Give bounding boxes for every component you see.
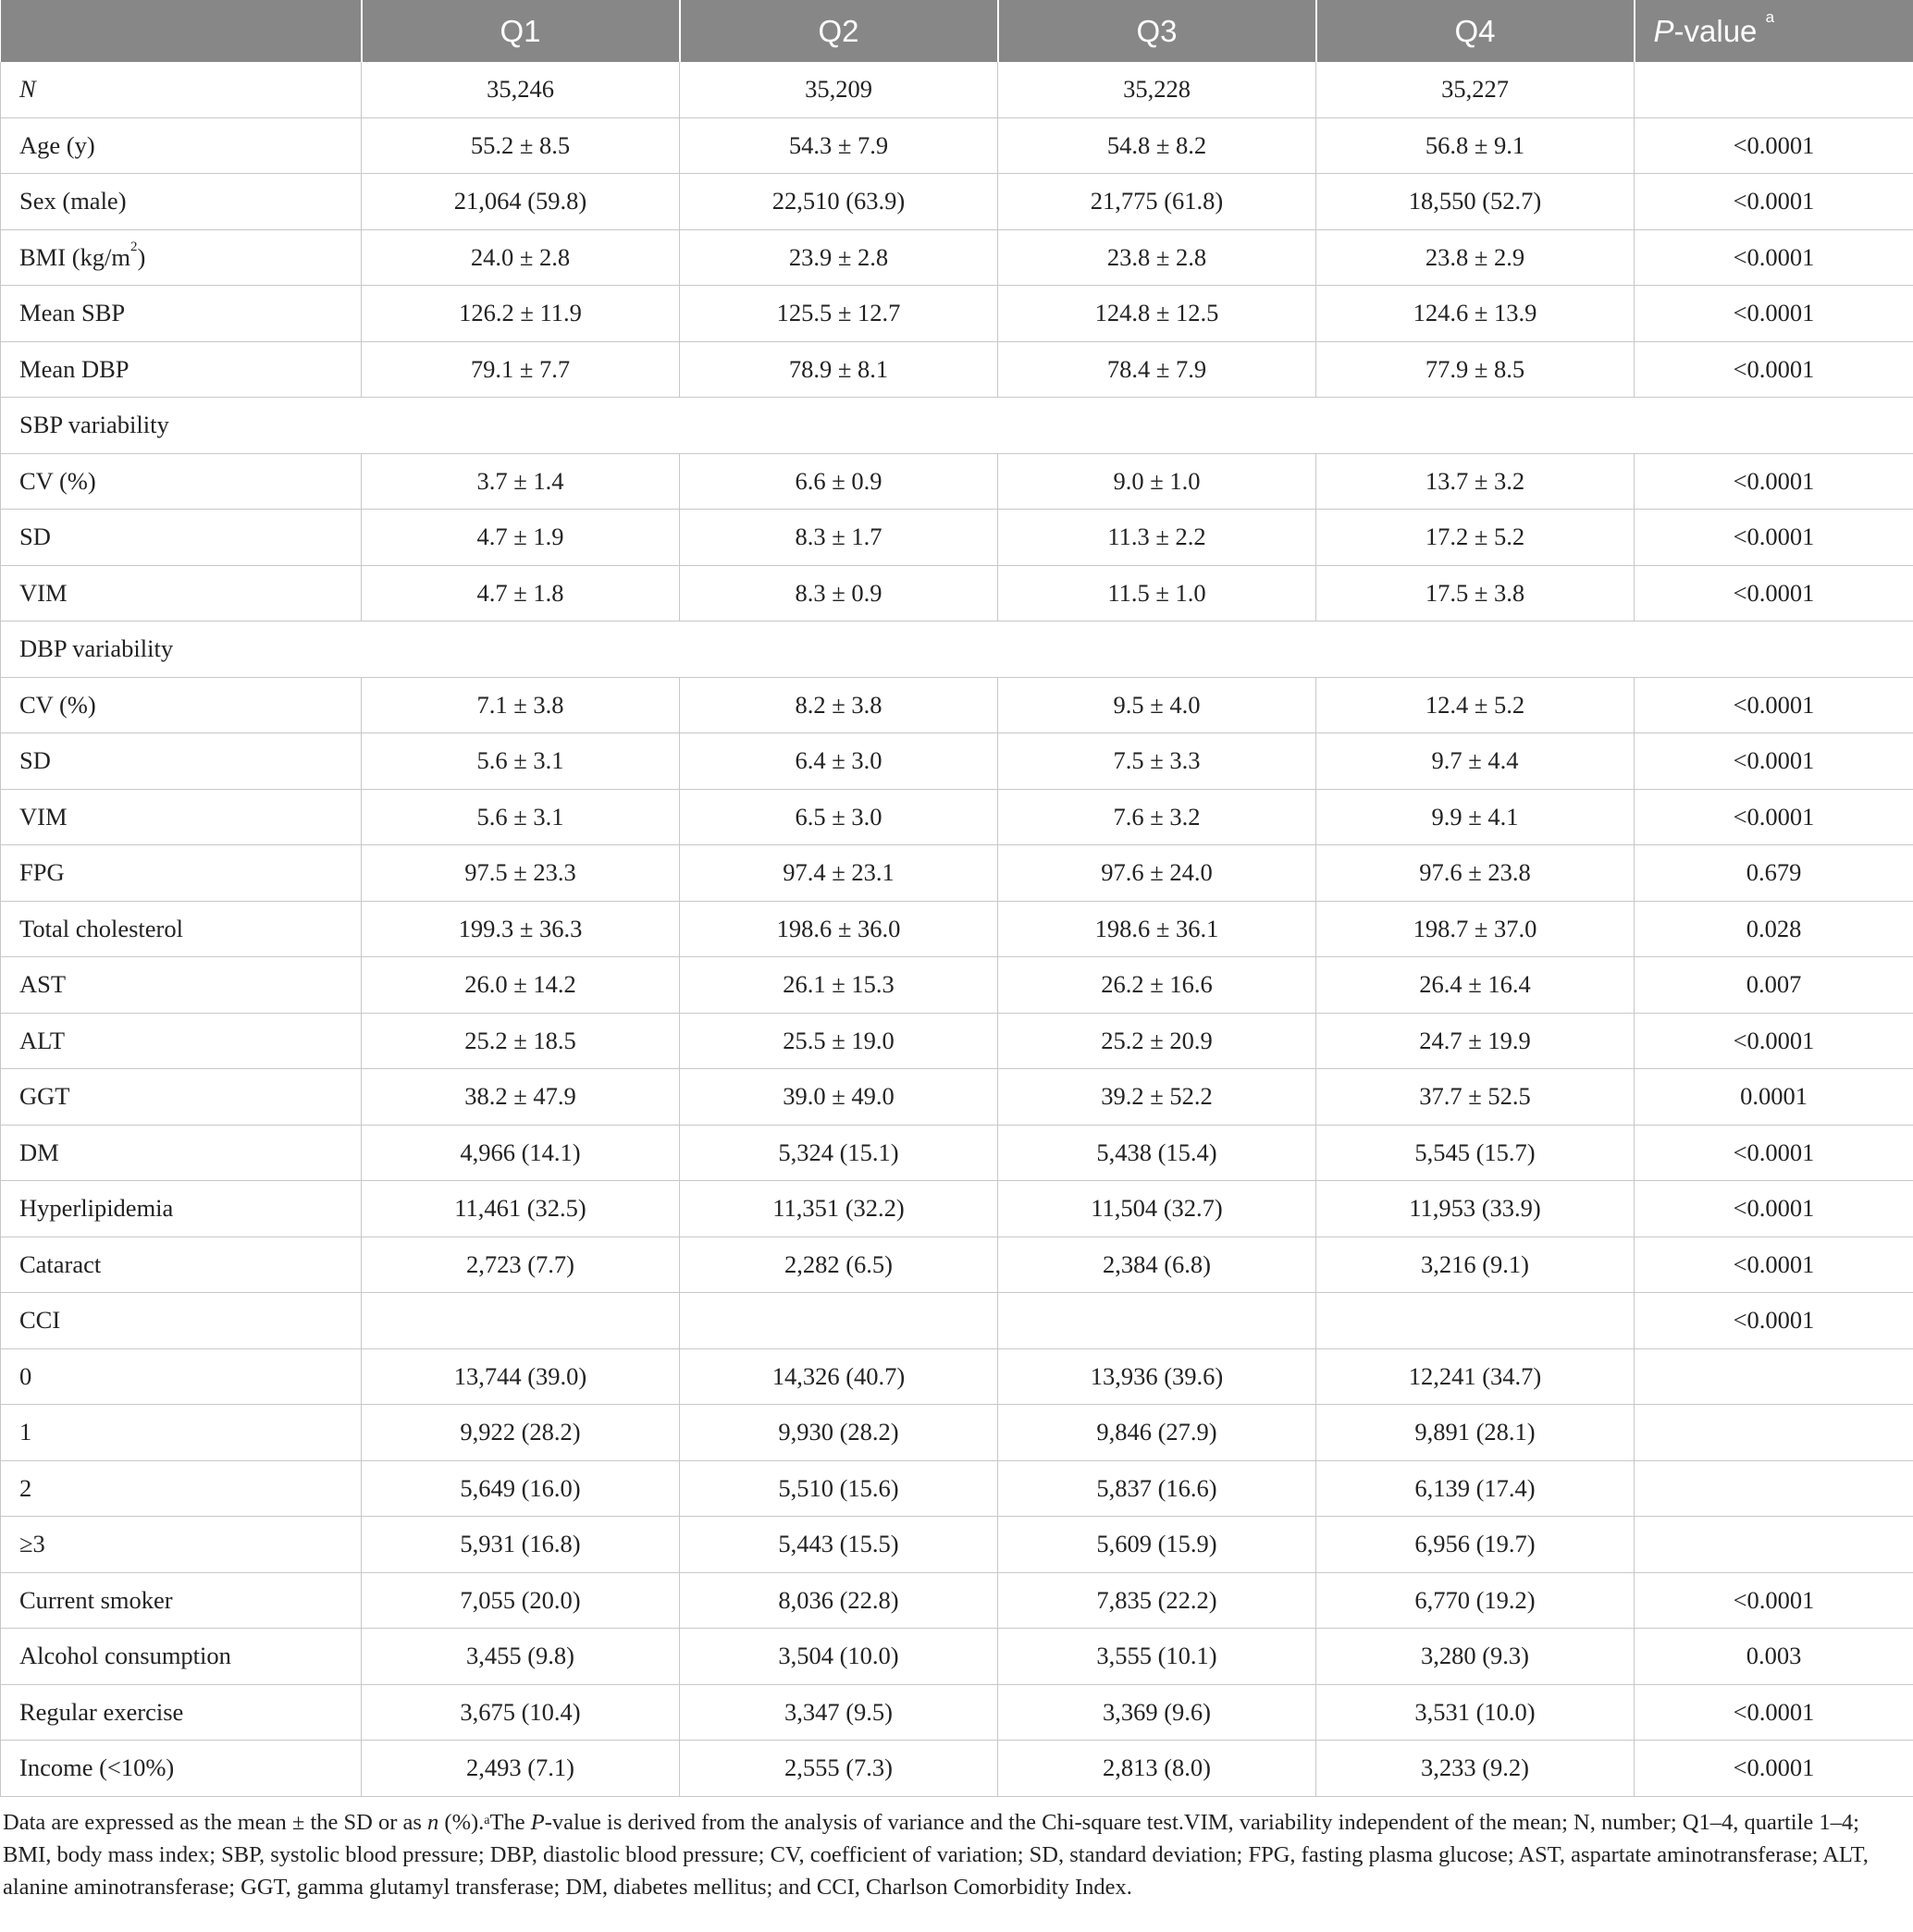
cell-q1: 5.6 ± 3.1 — [362, 789, 680, 845]
cell-q3: 39.2 ± 52.2 — [998, 1069, 1316, 1126]
cell-q3: 9.5 ± 4.0 — [998, 677, 1316, 733]
row-label: CV (%) — [1, 453, 362, 510]
header-q4: Q4 — [1316, 0, 1635, 62]
cell-q2: 8.3 ± 0.9 — [680, 565, 998, 621]
cell-q2: 14,326 (40.7) — [680, 1348, 998, 1405]
cell-q2: 3,347 (9.5) — [680, 1684, 998, 1741]
row-label: DM — [1, 1125, 362, 1181]
cell-q3: 5,837 (16.6) — [998, 1460, 1316, 1517]
cell-p — [1635, 62, 1913, 117]
cell-q1: 35,246 — [362, 62, 680, 117]
table-row — [1, 1741, 1913, 1797]
cell-p: 0.028 — [1635, 901, 1913, 957]
footnote-part2: (%). — [438, 1809, 485, 1835]
cell-q4: 3,531 (10.0) — [1316, 1684, 1635, 1741]
cell-p: <0.0001 — [1635, 229, 1913, 286]
cell-q3: 7.6 ± 3.2 — [998, 789, 1316, 845]
cell-q4: 17.2 ± 5.2 — [1316, 510, 1635, 566]
cell-p: 0.0001 — [1635, 1069, 1913, 1126]
header-q2: Q2 — [680, 0, 998, 62]
cell-p: <0.0001 — [1635, 1293, 1913, 1349]
cell-p: <0.0001 — [1635, 565, 1913, 621]
cell-q4: 3,216 (9.1) — [1316, 1237, 1635, 1293]
row-label: 0 — [1, 1348, 362, 1405]
cell-q2: 11,351 (32.2) — [680, 1181, 998, 1237]
cell-q2: 25.5 ± 19.0 — [680, 1013, 998, 1069]
row-label: CV (%) — [1, 677, 362, 733]
bmi-label-end: ) — [137, 242, 146, 271]
cell-q4: 13.7 ± 3.2 — [1316, 453, 1635, 510]
footnote-part1: Data are expressed as the mean ± the SD or as — [3, 1809, 428, 1835]
row-label: VIM — [1, 565, 362, 621]
cell-p: <0.0001 — [1635, 1013, 1913, 1069]
cell-p — [1635, 1517, 1913, 1573]
row-label: 1 — [1, 1405, 362, 1461]
cell-q3: 25.2 ± 20.9 — [998, 1013, 1316, 1069]
row-label: N — [1, 62, 362, 117]
row-label: AST — [1, 957, 362, 1014]
section-label-dbp-variability: DBP variability — [1, 621, 1913, 678]
table-row — [1, 1293, 1913, 1349]
cell-q4: 12.4 ± 5.2 — [1316, 677, 1635, 733]
row-label: SD — [1, 510, 362, 566]
cell-q2: 6.5 ± 3.0 — [680, 789, 998, 845]
table-row — [1, 1572, 1913, 1629]
header-p-rest: -value — [1673, 13, 1758, 48]
cell-q4: 24.7 ± 19.9 — [1316, 1013, 1635, 1069]
cell-q2: 26.1 ± 15.3 — [680, 957, 998, 1014]
table-row — [1, 1013, 1913, 1069]
table-row — [1, 1181, 1913, 1237]
cell-q3: 2,813 (8.0) — [998, 1741, 1316, 1797]
cell-p — [1635, 1348, 1913, 1405]
cell-q3: 26.2 ± 16.6 — [998, 957, 1316, 1014]
cell-p: 0.007 — [1635, 957, 1913, 1014]
cell-q1: 13,744 (39.0) — [362, 1348, 680, 1405]
row-label: VIM — [1, 789, 362, 845]
table-row — [1, 789, 1913, 845]
table-section-row — [1, 621, 1913, 678]
row-label — [1, 229, 362, 286]
cell-q3: 5,609 (15.9) — [998, 1517, 1316, 1573]
row-label: Mean SBP — [1, 286, 362, 342]
cell-q4: 37.7 ± 52.5 — [1316, 1069, 1635, 1126]
cell-q3: 11.3 ± 2.2 — [998, 510, 1316, 566]
cell-q1: 126.2 ± 11.9 — [362, 286, 680, 342]
table-row — [1, 510, 1913, 566]
footnote-part4: -value is derived from the analysis of variance and the Chi-square test.VIM, variability independent of the mean; N, number; Q1–4, quartile 1–4; BMI, body mass index; SBP, systolic blood pressure; DBP, diastolic blood pressure; CV, coefficient of variation; SD, standard deviation; FPG, fasting plasma glucose; AST, aspartate aminotransferase; ALT, alanine aminotransferase; GGT, gamma glutamyl transferase; DM, diabetes mellitus; and CCI, Charlson Comorbidity Index. — [3, 1809, 1869, 1900]
row-label: Cataract — [1, 1237, 362, 1293]
table-row — [1, 1629, 1913, 1685]
header-q1: Q1 — [362, 0, 680, 62]
cell-q4: 9.9 ± 4.1 — [1316, 789, 1635, 845]
table-row — [1, 565, 1913, 621]
cell-q3: 11.5 ± 1.0 — [998, 565, 1316, 621]
table-row — [1, 1517, 1913, 1573]
cell-q1: 9,922 (28.2) — [362, 1405, 680, 1461]
cell-q3: 35,228 — [998, 62, 1316, 117]
cell-q3: 23.8 ± 2.8 — [998, 229, 1316, 286]
cell-q4 — [1316, 1293, 1635, 1349]
cell-q4: 18,550 (52.7) — [1316, 174, 1635, 230]
cell-q2: 8.2 ± 3.8 — [680, 677, 998, 733]
cell-q4: 11,953 (33.9) — [1316, 1181, 1635, 1237]
cell-q4: 6,956 (19.7) — [1316, 1517, 1635, 1573]
table-row — [1, 1237, 1913, 1293]
cell-q4: 97.6 ± 23.8 — [1316, 845, 1635, 902]
cell-q3 — [998, 1293, 1316, 1349]
row-label: FPG — [1, 845, 362, 902]
row-label: 2 — [1, 1460, 362, 1517]
cell-q4: 198.7 ± 37.0 — [1316, 901, 1635, 957]
cell-q2: 125.5 ± 12.7 — [680, 286, 998, 342]
cell-p — [1635, 1405, 1913, 1461]
cell-q2: 198.6 ± 36.0 — [680, 901, 998, 957]
row-label: ≥3 — [1, 1517, 362, 1573]
cell-q3: 124.8 ± 12.5 — [998, 286, 1316, 342]
cell-q4: 9,891 (28.1) — [1316, 1405, 1635, 1461]
row-label: Current smoker — [1, 1572, 362, 1629]
cell-q2: 6.4 ± 3.0 — [680, 733, 998, 790]
cell-q2: 2,555 (7.3) — [680, 1741, 998, 1797]
cell-q4: 77.9 ± 8.5 — [1316, 341, 1635, 398]
cell-q1: 2,493 (7.1) — [362, 1741, 680, 1797]
cell-q3: 5,438 (15.4) — [998, 1125, 1316, 1181]
header-row — [1, 0, 1913, 62]
table-header — [1, 0, 1913, 62]
cell-q1: 26.0 ± 14.2 — [362, 957, 680, 1014]
cell-q1: 3.7 ± 1.4 — [362, 453, 680, 510]
table-row — [1, 341, 1913, 398]
cell-p: 0.679 — [1635, 845, 1913, 902]
cell-q2: 8,036 (22.8) — [680, 1572, 998, 1629]
table-body — [1, 62, 1913, 1796]
cell-q4: 56.8 ± 9.1 — [1316, 117, 1635, 174]
table-row — [1, 845, 1913, 902]
cell-p: <0.0001 — [1635, 341, 1913, 398]
table-row — [1, 1405, 1913, 1461]
cell-q2: 2,282 (6.5) — [680, 1237, 998, 1293]
row-label: ALT — [1, 1013, 362, 1069]
cell-q1: 5,649 (16.0) — [362, 1460, 680, 1517]
cell-q4: 17.5 ± 3.8 — [1316, 565, 1635, 621]
cell-q3: 9.0 ± 1.0 — [998, 453, 1316, 510]
cell-q3: 54.8 ± 8.2 — [998, 117, 1316, 174]
footnote-p-italic: P — [530, 1809, 545, 1835]
cell-q4: 6,770 (19.2) — [1316, 1572, 1635, 1629]
cell-q2: 8.3 ± 1.7 — [680, 510, 998, 566]
cell-q4: 12,241 (34.7) — [1316, 1348, 1635, 1405]
cell-p: <0.0001 — [1635, 117, 1913, 174]
cell-q1: 24.0 ± 2.8 — [362, 229, 680, 286]
row-label: Regular exercise — [1, 1684, 362, 1741]
table-row — [1, 1069, 1913, 1126]
cell-q4: 35,227 — [1316, 62, 1635, 117]
cell-p: <0.0001 — [1635, 286, 1913, 342]
row-label: SD — [1, 733, 362, 790]
cell-q4: 26.4 ± 16.4 — [1316, 957, 1635, 1014]
cell-q1: 3,455 (9.8) — [362, 1629, 680, 1685]
cell-q2: 6.6 ± 0.9 — [680, 453, 998, 510]
cell-q1: 5.6 ± 3.1 — [362, 733, 680, 790]
row-label: Sex (male) — [1, 174, 362, 230]
cell-p: <0.0001 — [1635, 1181, 1913, 1237]
cell-q1: 2,723 (7.7) — [362, 1237, 680, 1293]
cell-p: <0.0001 — [1635, 733, 1913, 790]
header-blank — [1, 0, 362, 62]
cell-q1: 38.2 ± 47.9 — [362, 1069, 680, 1126]
cell-q4: 23.8 ± 2.9 — [1316, 229, 1635, 286]
cell-q2: 22,510 (63.9) — [680, 174, 998, 230]
cell-p: <0.0001 — [1635, 1125, 1913, 1181]
row-label: Hyperlipidemia — [1, 1181, 362, 1237]
cell-q2: 54.3 ± 7.9 — [680, 117, 998, 174]
cell-q2 — [680, 1293, 998, 1349]
cell-q3: 3,555 (10.1) — [998, 1629, 1316, 1685]
cell-q3: 3,369 (9.6) — [998, 1684, 1316, 1741]
cell-p: <0.0001 — [1635, 1237, 1913, 1293]
cell-q3: 78.4 ± 7.9 — [998, 341, 1316, 398]
table-row — [1, 286, 1913, 342]
table-row — [1, 1125, 1913, 1181]
cell-q2: 5,510 (15.6) — [680, 1460, 998, 1517]
cell-q2: 35,209 — [680, 62, 998, 117]
cell-q1: 97.5 ± 23.3 — [362, 845, 680, 902]
cell-q1: 4.7 ± 1.9 — [362, 510, 680, 566]
cell-p: <0.0001 — [1635, 174, 1913, 230]
cell-q1: 25.2 ± 18.5 — [362, 1013, 680, 1069]
table-row — [1, 677, 1913, 733]
cell-q4: 124.6 ± 13.9 — [1316, 286, 1635, 342]
cell-q4: 6,139 (17.4) — [1316, 1460, 1635, 1517]
table-row — [1, 174, 1913, 230]
cell-q2: 3,504 (10.0) — [680, 1629, 998, 1685]
cell-q3: 13,936 (39.6) — [998, 1348, 1316, 1405]
cell-q1: 11,461 (32.5) — [362, 1181, 680, 1237]
cell-q2: 97.4 ± 23.1 — [680, 845, 998, 902]
row-label: GGT — [1, 1069, 362, 1126]
cell-q3: 97.6 ± 24.0 — [998, 845, 1316, 902]
cell-q1: 55.2 ± 8.5 — [362, 117, 680, 174]
table-row — [1, 62, 1913, 117]
cell-q3: 7.5 ± 3.3 — [998, 733, 1316, 790]
cell-q4: 3,280 (9.3) — [1316, 1629, 1635, 1685]
footnote-sup-a: a — [484, 1813, 490, 1827]
cell-p: <0.0001 — [1635, 453, 1913, 510]
cell-q1: 21,064 (59.8) — [362, 174, 680, 230]
row-label: CCI — [1, 1293, 362, 1349]
cell-q2: 9,930 (28.2) — [680, 1405, 998, 1461]
cell-q3: 11,504 (32.7) — [998, 1181, 1316, 1237]
cell-p: <0.0001 — [1635, 1741, 1913, 1797]
cell-q4: 9.7 ± 4.4 — [1316, 733, 1635, 790]
cell-p: 0.003 — [1635, 1629, 1913, 1685]
cell-p: <0.0001 — [1635, 1684, 1913, 1741]
cell-p: <0.0001 — [1635, 789, 1913, 845]
row-label: Total cholesterol — [1, 901, 362, 957]
cell-q3: 7,835 (22.2) — [998, 1572, 1316, 1629]
table-row — [1, 453, 1913, 510]
table-row — [1, 733, 1913, 790]
cell-q1 — [362, 1293, 680, 1349]
cell-q3: 9,846 (27.9) — [998, 1405, 1316, 1461]
cell-q3: 198.6 ± 36.1 — [998, 901, 1316, 957]
cell-p: <0.0001 — [1635, 1572, 1913, 1629]
cell-q1: 5,931 (16.8) — [362, 1517, 680, 1573]
bmi-label-sup: 2 — [130, 239, 138, 254]
table-footnote — [0, 1797, 1913, 1903]
table-row — [1, 1684, 1913, 1741]
footnote-part3: The — [489, 1809, 531, 1835]
cell-q1: 4.7 ± 1.8 — [362, 565, 680, 621]
row-label: Age (y) — [1, 117, 362, 174]
cell-q2: 78.9 ± 8.1 — [680, 341, 998, 398]
table-row — [1, 1460, 1913, 1517]
table-row — [1, 1348, 1913, 1405]
cell-p — [1635, 1460, 1913, 1517]
cell-q2: 23.9 ± 2.8 — [680, 229, 998, 286]
table-row — [1, 117, 1913, 174]
cell-p: <0.0001 — [1635, 677, 1913, 733]
table-row — [1, 229, 1913, 286]
cell-q1: 4,966 (14.1) — [362, 1125, 680, 1181]
cell-q1: 79.1 ± 7.7 — [362, 341, 680, 398]
cell-q1: 199.3 ± 36.3 — [362, 901, 680, 957]
cell-q4: 5,545 (15.7) — [1316, 1125, 1635, 1181]
bmi-label: BMI (kg/m — [19, 242, 130, 271]
row-label: Alcohol consumption — [1, 1629, 362, 1685]
section-label-sbp-variability: SBP variability — [1, 398, 1913, 454]
header-p-italic: P — [1653, 13, 1674, 48]
cell-q3: 21,775 (61.8) — [998, 174, 1316, 230]
header-p-sup: a — [1765, 7, 1775, 26]
cell-q4: 3,233 (9.2) — [1316, 1741, 1635, 1797]
header-q3: Q3 — [998, 0, 1316, 62]
table-row — [1, 901, 1913, 957]
table-section-row — [1, 398, 1913, 454]
cell-q2: 5,443 (15.5) — [680, 1517, 998, 1573]
footnote-n-italic: n — [427, 1809, 439, 1835]
cell-q1: 7.1 ± 3.8 — [362, 677, 680, 733]
row-label: Mean DBP — [1, 341, 362, 398]
cell-q3: 2,384 (6.8) — [998, 1237, 1316, 1293]
cell-q1: 7,055 (20.0) — [362, 1572, 680, 1629]
cell-q2: 39.0 ± 49.0 — [680, 1069, 998, 1126]
cell-p: <0.0001 — [1635, 510, 1913, 566]
table-row — [1, 957, 1913, 1014]
cell-q2: 5,324 (15.1) — [680, 1125, 998, 1181]
header-p-value — [1635, 0, 1913, 62]
row-label: Income (<10%) — [1, 1741, 362, 1797]
cell-q1: 3,675 (10.4) — [362, 1684, 680, 1741]
